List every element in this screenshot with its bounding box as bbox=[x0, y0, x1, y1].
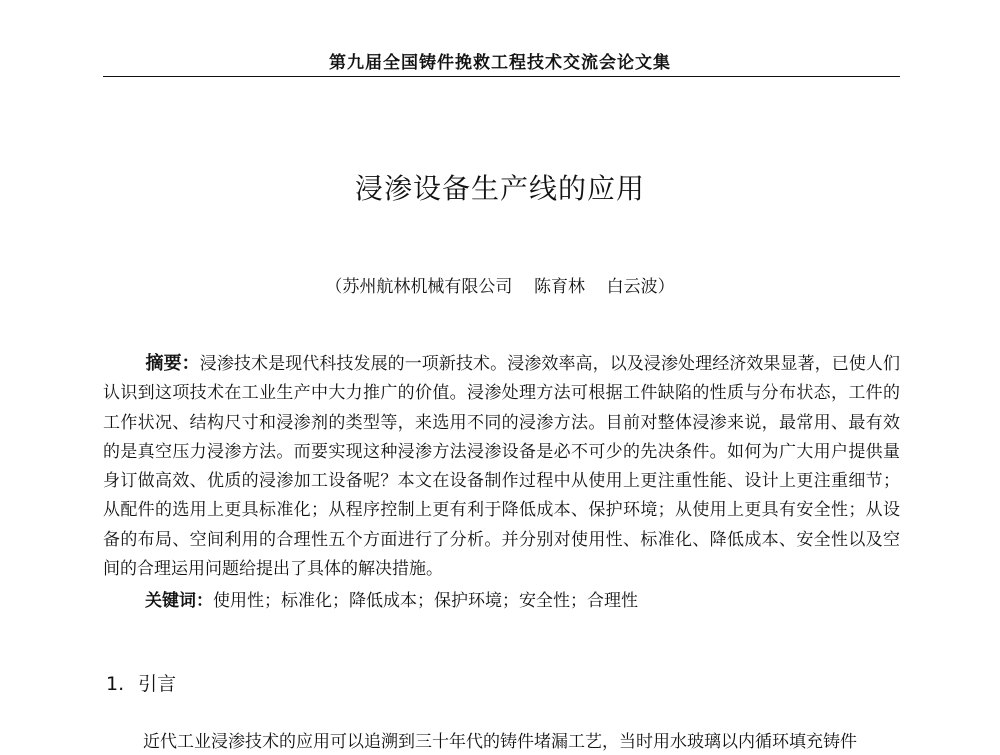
paper-title: 浸渗设备生产线的应用 bbox=[354, 172, 645, 205]
section-title: 引言 bbox=[138, 673, 177, 695]
abstract-paragraph bbox=[103, 349, 900, 584]
keywords-text: 使用性；标准化；降低成本；保护环境；安全性；合理性 bbox=[213, 591, 638, 611]
abstract-label: 摘要： bbox=[145, 353, 200, 374]
introduction-first-line: 近代工业浸渗技术的应用可以追溯到三十年代的铸件堵漏工艺，当时用水玻璃以内循环填充铸件 bbox=[143, 732, 857, 752]
abstract-text: 浸渗技术是现代科技发展的一项新技术。浸渗效率高，以及浸渗处理经济效果显著，已使人们认识到这项技术在工业生产中大力推广的价值。浸渗处理方法可根据工件缺陷的性质与分布状态，工件的工作状况、结构尺寸和浸渗剂的类型等，来选用不同的浸渗方法。目前对整体浸渗来说，最常用、最有效的是真空压力浸渗方法。而要实现这种浸渗方法浸渗设备是必不可少的先决条件。如何为广大用户提供量身订做高效、优质的浸渗加工设备呢？本文在设备制作过程中从使用上更注重性能、设计上更注重细节；从配件的选用上更具标准化；从程序控制上更有利于降低成本、保护环境；从使用上更具有安全性；从设备的布局、空间利用的合理性五个方面进行了分析。并分别对使用性、标准化、降低成本、安全性以及空间的合理运用问题给提出了具体的解决措施。 bbox=[103, 354, 901, 580]
authors-affiliation: （苏州航林机械有限公司 陈育林 白云波） bbox=[325, 277, 675, 297]
section-number: 1. bbox=[106, 673, 125, 695]
header-rule bbox=[103, 76, 900, 77]
keywords-line bbox=[145, 588, 900, 614]
running-header: 第九届全国铸件挽救工程技术交流会论文集 bbox=[329, 53, 671, 73]
section-heading-introduction bbox=[106, 669, 176, 696]
keywords-label: 关键词： bbox=[145, 591, 213, 611]
